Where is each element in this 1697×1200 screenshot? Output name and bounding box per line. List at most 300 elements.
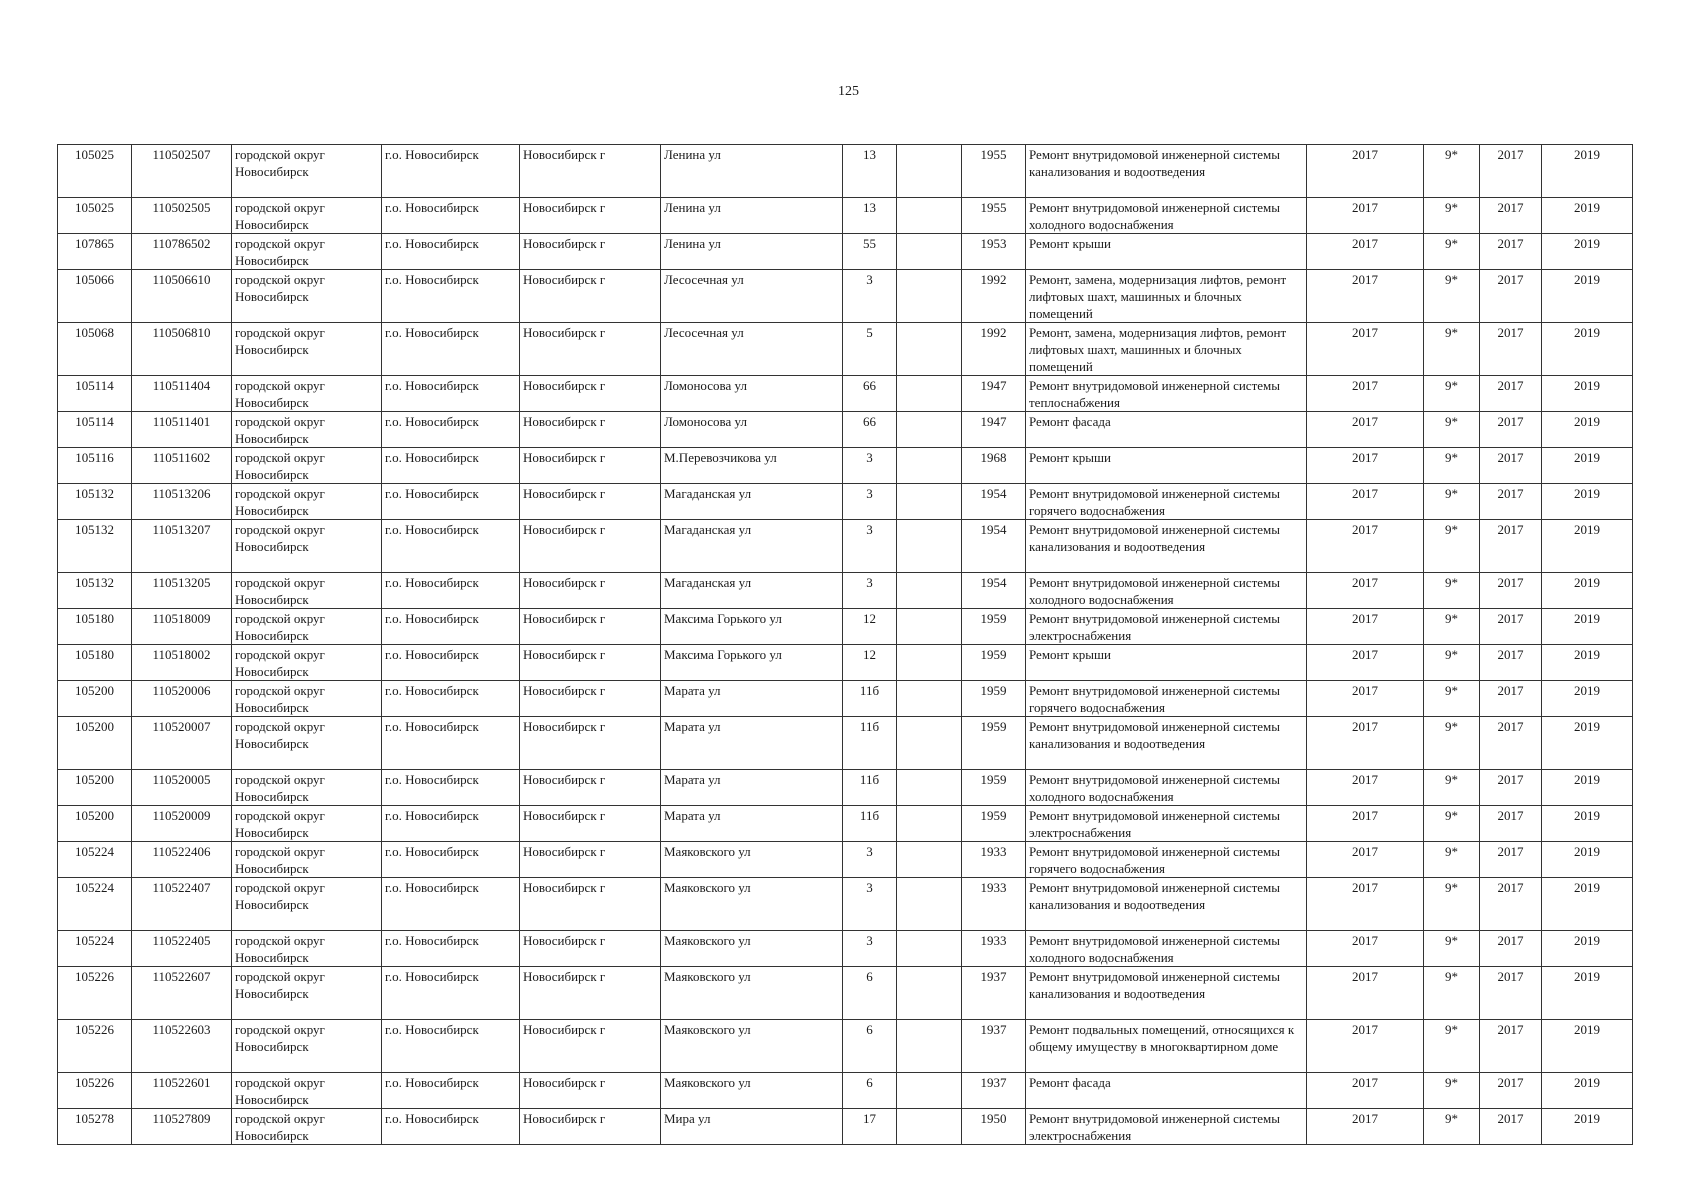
plan-start-cell: 2017: [1480, 270, 1542, 323]
cost-cell: 9*: [1424, 376, 1480, 412]
table-row: [58, 520, 1633, 573]
table-row: [58, 484, 1633, 520]
locality-cell: Новосибирск г: [520, 1020, 661, 1073]
house-number-cell: 6: [843, 1020, 897, 1073]
house-number-cell: 13: [843, 198, 897, 234]
build-year-cell: 1933: [962, 931, 1026, 967]
work-id-cell: 110518009: [132, 609, 232, 645]
building-cell: [897, 198, 962, 234]
locality-cell: Новосибирск г: [520, 770, 661, 806]
municipality-cell: городской округ Новосибирск: [232, 234, 382, 270]
table-row: [58, 681, 1633, 717]
house-number-cell: 3: [843, 842, 897, 878]
work-id-cell: 110520006: [132, 681, 232, 717]
building-cell: [897, 520, 962, 573]
district-cell: г.о. Новосибирск: [382, 931, 520, 967]
house-id-cell: 105068: [58, 323, 132, 376]
street-cell: Марата ул: [661, 806, 843, 842]
cost-cell: 9*: [1424, 1109, 1480, 1145]
table-row: [58, 717, 1633, 770]
table-row: [58, 323, 1633, 376]
work-id-cell: 110522407: [132, 878, 232, 931]
table-row: [58, 412, 1633, 448]
house-number-cell: 5: [843, 323, 897, 376]
house-id-cell: 105226: [58, 967, 132, 1020]
street-cell: Марата ул: [661, 717, 843, 770]
building-cell: [897, 878, 962, 931]
house-number-cell: 3: [843, 573, 897, 609]
house-number-cell: 3: [843, 270, 897, 323]
build-year-cell: 1937: [962, 967, 1026, 1020]
locality-cell: Новосибирск г: [520, 412, 661, 448]
cost-cell: 9*: [1424, 931, 1480, 967]
table-row: [58, 1073, 1633, 1109]
plan-end-cell: 2019: [1542, 842, 1633, 878]
survey-year-cell: 2017: [1307, 806, 1424, 842]
work-id-cell: 110522406: [132, 842, 232, 878]
municipality-cell: городской округ Новосибирск: [232, 609, 382, 645]
cost-cell: 9*: [1424, 842, 1480, 878]
building-cell: [897, 967, 962, 1020]
house-number-cell: 13: [843, 145, 897, 198]
table-row: [58, 609, 1633, 645]
building-cell: [897, 234, 962, 270]
work-type-cell: Ремонт крыши: [1026, 234, 1307, 270]
locality-cell: Новосибирск г: [520, 234, 661, 270]
table-row: [58, 145, 1633, 198]
district-cell: г.о. Новосибирск: [382, 609, 520, 645]
building-cell: [897, 484, 962, 520]
work-type-cell: Ремонт фасада: [1026, 412, 1307, 448]
plan-end-cell: 2019: [1542, 484, 1633, 520]
plan-start-cell: 2017: [1480, 806, 1542, 842]
cost-cell: 9*: [1424, 1073, 1480, 1109]
survey-year-cell: 2017: [1307, 609, 1424, 645]
house-id-cell: 105224: [58, 931, 132, 967]
district-cell: г.о. Новосибирск: [382, 376, 520, 412]
house-number-cell: 55: [843, 234, 897, 270]
work-id-cell: 110513207: [132, 520, 232, 573]
locality-cell: Новосибирск г: [520, 198, 661, 234]
street-cell: Маяковского ул: [661, 842, 843, 878]
plan-end-cell: 2019: [1542, 878, 1633, 931]
municipality-cell: городской округ Новосибирск: [232, 520, 382, 573]
survey-year-cell: 2017: [1307, 376, 1424, 412]
work-id-cell: 110786502: [132, 234, 232, 270]
municipality-cell: городской округ Новосибирск: [232, 484, 382, 520]
house-number-cell: 3: [843, 484, 897, 520]
house-id-cell: 105066: [58, 270, 132, 323]
table-row: [58, 806, 1633, 842]
survey-year-cell: 2017: [1307, 1109, 1424, 1145]
plan-start-cell: 2017: [1480, 520, 1542, 573]
house-number-cell: 6: [843, 1073, 897, 1109]
cost-cell: 9*: [1424, 806, 1480, 842]
build-year-cell: 1959: [962, 609, 1026, 645]
plan-start-cell: 2017: [1480, 412, 1542, 448]
house-number-cell: 3: [843, 878, 897, 931]
cost-cell: 9*: [1424, 484, 1480, 520]
district-cell: г.о. Новосибирск: [382, 1073, 520, 1109]
district-cell: г.о. Новосибирск: [382, 770, 520, 806]
build-year-cell: 1933: [962, 878, 1026, 931]
work-type-cell: Ремонт внутридомовой инженерной системы электроснабжения: [1026, 1109, 1307, 1145]
cost-cell: 9*: [1424, 645, 1480, 681]
plan-start-cell: 2017: [1480, 1073, 1542, 1109]
municipality-cell: городской округ Новосибирск: [232, 681, 382, 717]
work-type-cell: Ремонт внутридомовой инженерной системы холодного водоснабжения: [1026, 198, 1307, 234]
locality-cell: Новосибирск г: [520, 842, 661, 878]
building-cell: [897, 1073, 962, 1109]
plan-end-cell: 2019: [1542, 323, 1633, 376]
locality-cell: Новосибирск г: [520, 520, 661, 573]
house-id-cell: 105224: [58, 878, 132, 931]
plan-end-cell: 2019: [1542, 681, 1633, 717]
work-type-cell: Ремонт внутридомовой инженерной системы электроснабжения: [1026, 609, 1307, 645]
building-cell: [897, 1020, 962, 1073]
street-cell: Магаданская ул: [661, 520, 843, 573]
locality-cell: Новосибирск г: [520, 270, 661, 323]
table-row: [58, 270, 1633, 323]
district-cell: г.о. Новосибирск: [382, 842, 520, 878]
district-cell: г.о. Новосибирск: [382, 806, 520, 842]
municipality-cell: городской округ Новосибирск: [232, 145, 382, 198]
work-type-cell: Ремонт внутридомовой инженерной системы канализования и водоотведения: [1026, 967, 1307, 1020]
plan-end-cell: 2019: [1542, 520, 1633, 573]
house-id-cell: 105132: [58, 520, 132, 573]
cost-cell: 9*: [1424, 448, 1480, 484]
plan-end-cell: 2019: [1542, 1020, 1633, 1073]
build-year-cell: 1947: [962, 376, 1026, 412]
plan-end-cell: 2019: [1542, 645, 1633, 681]
work-type-cell: Ремонт крыши: [1026, 645, 1307, 681]
plan-end-cell: 2019: [1542, 770, 1633, 806]
district-cell: г.о. Новосибирск: [382, 1020, 520, 1073]
survey-year-cell: 2017: [1307, 520, 1424, 573]
locality-cell: Новосибирск г: [520, 1109, 661, 1145]
cost-cell: 9*: [1424, 609, 1480, 645]
building-cell: [897, 323, 962, 376]
work-id-cell: 110513205: [132, 573, 232, 609]
locality-cell: Новосибирск г: [520, 145, 661, 198]
page-number: 125: [838, 84, 859, 99]
street-cell: Маяковского ул: [661, 1020, 843, 1073]
work-type-cell: Ремонт внутридомовой инженерной системы горячего водоснабжения: [1026, 842, 1307, 878]
table-row: [58, 1109, 1633, 1145]
plan-start-cell: 2017: [1480, 931, 1542, 967]
cost-cell: 9*: [1424, 770, 1480, 806]
build-year-cell: 1954: [962, 573, 1026, 609]
locality-cell: Новосибирск г: [520, 1073, 661, 1109]
street-cell: Магаданская ул: [661, 484, 843, 520]
plan-end-cell: 2019: [1542, 376, 1633, 412]
build-year-cell: 1954: [962, 520, 1026, 573]
district-cell: г.о. Новосибирск: [382, 412, 520, 448]
street-cell: Лесосечная ул: [661, 323, 843, 376]
table-row: [58, 448, 1633, 484]
municipality-cell: городской округ Новосибирск: [232, 1109, 382, 1145]
house-id-cell: 105025: [58, 198, 132, 234]
cost-cell: 9*: [1424, 717, 1480, 770]
survey-year-cell: 2017: [1307, 717, 1424, 770]
plan-start-cell: 2017: [1480, 609, 1542, 645]
table-row: [58, 967, 1633, 1020]
street-cell: Маяковского ул: [661, 878, 843, 931]
plan-start-cell: 2017: [1480, 717, 1542, 770]
plan-start-cell: 2017: [1480, 681, 1542, 717]
survey-year-cell: 2017: [1307, 484, 1424, 520]
plan-start-cell: 2017: [1480, 198, 1542, 234]
district-cell: г.о. Новосибирск: [382, 234, 520, 270]
build-year-cell: 1954: [962, 484, 1026, 520]
work-id-cell: 110520009: [132, 806, 232, 842]
house-number-cell: 66: [843, 412, 897, 448]
house-number-cell: 6: [843, 967, 897, 1020]
table-row: [58, 1020, 1633, 1073]
street-cell: Маяковского ул: [661, 967, 843, 1020]
survey-year-cell: 2017: [1307, 770, 1424, 806]
building-cell: [897, 717, 962, 770]
plan-end-cell: 2019: [1542, 717, 1633, 770]
plan-start-cell: 2017: [1480, 484, 1542, 520]
work-id-cell: 110511401: [132, 412, 232, 448]
table-row: [58, 842, 1633, 878]
plan-start-cell: 2017: [1480, 1020, 1542, 1073]
house-number-cell: 17: [843, 1109, 897, 1145]
work-id-cell: 110520005: [132, 770, 232, 806]
work-id-cell: 110527809: [132, 1109, 232, 1145]
house-id-cell: 105200: [58, 806, 132, 842]
plan-end-cell: 2019: [1542, 270, 1633, 323]
house-number-cell: 11б: [843, 681, 897, 717]
build-year-cell: 1959: [962, 717, 1026, 770]
work-id-cell: 110522601: [132, 1073, 232, 1109]
survey-year-cell: 2017: [1307, 931, 1424, 967]
survey-year-cell: 2017: [1307, 234, 1424, 270]
municipality-cell: городской округ Новосибирск: [232, 573, 382, 609]
house-number-cell: 11б: [843, 806, 897, 842]
cost-cell: 9*: [1424, 323, 1480, 376]
plan-start-cell: 2017: [1480, 770, 1542, 806]
survey-year-cell: 2017: [1307, 681, 1424, 717]
cost-cell: 9*: [1424, 520, 1480, 573]
house-number-cell: 66: [843, 376, 897, 412]
municipality-cell: городской округ Новосибирск: [232, 806, 382, 842]
house-id-cell: 105224: [58, 842, 132, 878]
build-year-cell: 1959: [962, 645, 1026, 681]
plan-end-cell: 2019: [1542, 806, 1633, 842]
plan-start-cell: 2017: [1480, 1109, 1542, 1145]
survey-year-cell: 2017: [1307, 842, 1424, 878]
district-cell: г.о. Новосибирск: [382, 448, 520, 484]
work-type-cell: Ремонт внутридомовой инженерной системы канализования и водоотведения: [1026, 145, 1307, 198]
work-id-cell: 110506810: [132, 323, 232, 376]
district-cell: г.о. Новосибирск: [382, 645, 520, 681]
plan-start-cell: 2017: [1480, 323, 1542, 376]
municipality-cell: городской округ Новосибирск: [232, 270, 382, 323]
street-cell: Ленина ул: [661, 234, 843, 270]
building-cell: [897, 645, 962, 681]
build-year-cell: 1955: [962, 198, 1026, 234]
survey-year-cell: 2017: [1307, 967, 1424, 1020]
street-cell: Ленина ул: [661, 198, 843, 234]
work-type-cell: Ремонт внутридомовой инженерной системы холодного водоснабжения: [1026, 770, 1307, 806]
locality-cell: Новосибирск г: [520, 376, 661, 412]
work-id-cell: 110502507: [132, 145, 232, 198]
house-id-cell: 105180: [58, 645, 132, 681]
plan-end-cell: 2019: [1542, 234, 1633, 270]
street-cell: Максима Горького ул: [661, 609, 843, 645]
street-cell: М.Перевозчикова ул: [661, 448, 843, 484]
house-number-cell: 3: [843, 448, 897, 484]
district-cell: г.о. Новосибирск: [382, 484, 520, 520]
locality-cell: Новосибирск г: [520, 573, 661, 609]
work-type-cell: Ремонт внутридомовой инженерной системы электроснабжения: [1026, 806, 1307, 842]
house-id-cell: 105278: [58, 1109, 132, 1145]
street-cell: Маяковского ул: [661, 1073, 843, 1109]
table-row: [58, 573, 1633, 609]
build-year-cell: 1959: [962, 681, 1026, 717]
house-id-cell: 107865: [58, 234, 132, 270]
municipality-cell: городской округ Новосибирск: [232, 878, 382, 931]
municipality-cell: городской округ Новосибирск: [232, 967, 382, 1020]
building-cell: [897, 609, 962, 645]
table-row: [58, 770, 1633, 806]
house-number-cell: 11б: [843, 770, 897, 806]
plan-end-cell: 2019: [1542, 145, 1633, 198]
survey-year-cell: 2017: [1307, 645, 1424, 681]
building-cell: [897, 376, 962, 412]
work-type-cell: Ремонт внутридомовой инженерной системы горячего водоснабжения: [1026, 484, 1307, 520]
locality-cell: Новосибирск г: [520, 931, 661, 967]
plan-start-cell: 2017: [1480, 573, 1542, 609]
locality-cell: Новосибирск г: [520, 645, 661, 681]
table-row: [58, 198, 1633, 234]
work-id-cell: 110520007: [132, 717, 232, 770]
build-year-cell: 1937: [962, 1020, 1026, 1073]
street-cell: Мира ул: [661, 1109, 843, 1145]
work-type-cell: Ремонт внутридомовой инженерной системы холодного водоснабжения: [1026, 931, 1307, 967]
cost-cell: 9*: [1424, 967, 1480, 1020]
plan-start-cell: 2017: [1480, 145, 1542, 198]
house-id-cell: 105116: [58, 448, 132, 484]
cost-cell: 9*: [1424, 681, 1480, 717]
municipality-cell: городской округ Новосибирск: [232, 323, 382, 376]
build-year-cell: 1953: [962, 234, 1026, 270]
work-type-cell: Ремонт подвальных помещений, относящихся к общему имуществу в многоквартирном доме: [1026, 1020, 1307, 1073]
house-id-cell: 105226: [58, 1073, 132, 1109]
survey-year-cell: 2017: [1307, 573, 1424, 609]
house-number-cell: 11б: [843, 717, 897, 770]
work-id-cell: 110506610: [132, 270, 232, 323]
building-cell: [897, 573, 962, 609]
cost-cell: 9*: [1424, 145, 1480, 198]
house-id-cell: 105200: [58, 770, 132, 806]
district-cell: г.о. Новосибирск: [382, 1109, 520, 1145]
plan-end-cell: 2019: [1542, 1073, 1633, 1109]
work-id-cell: 110511602: [132, 448, 232, 484]
plan-end-cell: 2019: [1542, 198, 1633, 234]
work-id-cell: 110518002: [132, 645, 232, 681]
building-cell: [897, 842, 962, 878]
table-row: [58, 376, 1633, 412]
street-cell: Ломоносова ул: [661, 412, 843, 448]
house-id-cell: 105226: [58, 1020, 132, 1073]
house-id-cell: 105200: [58, 717, 132, 770]
municipality-cell: городской округ Новосибирск: [232, 770, 382, 806]
work-id-cell: 110522603: [132, 1020, 232, 1073]
plan-start-cell: 2017: [1480, 878, 1542, 931]
building-cell: [897, 931, 962, 967]
table-row: [58, 645, 1633, 681]
survey-year-cell: 2017: [1307, 1073, 1424, 1109]
building-cell: [897, 412, 962, 448]
cost-cell: 9*: [1424, 412, 1480, 448]
street-cell: Марата ул: [661, 681, 843, 717]
build-year-cell: 1947: [962, 412, 1026, 448]
work-id-cell: 110511404: [132, 376, 232, 412]
table-row: [58, 878, 1633, 931]
build-year-cell: 1959: [962, 806, 1026, 842]
plan-end-cell: 2019: [1542, 412, 1633, 448]
work-type-cell: Ремонт внутридомовой инженерной системы канализования и водоотведения: [1026, 717, 1307, 770]
work-id-cell: 110502505: [132, 198, 232, 234]
district-cell: г.о. Новосибирск: [382, 878, 520, 931]
work-type-cell: Ремонт внутридомовой инженерной системы канализования и водоотведения: [1026, 520, 1307, 573]
house-id-cell: 105200: [58, 681, 132, 717]
locality-cell: Новосибирск г: [520, 967, 661, 1020]
locality-cell: Новосибирск г: [520, 609, 661, 645]
work-id-cell: 110513206: [132, 484, 232, 520]
work-type-cell: Ремонт, замена, модернизация лифтов, ремонт лифтовых шахт, машинных и блочных помещений: [1026, 270, 1307, 323]
work-type-cell: Ремонт внутридомовой инженерной системы канализования и водоотведения: [1026, 878, 1307, 931]
municipality-cell: городской округ Новосибирск: [232, 931, 382, 967]
cost-cell: 9*: [1424, 234, 1480, 270]
district-cell: г.о. Новосибирск: [382, 270, 520, 323]
locality-cell: Новосибирск г: [520, 717, 661, 770]
work-id-cell: 110522607: [132, 967, 232, 1020]
plan-end-cell: 2019: [1542, 967, 1633, 1020]
plan-end-cell: 2019: [1542, 609, 1633, 645]
street-cell: Лесосечная ул: [661, 270, 843, 323]
house-id-cell: 105025: [58, 145, 132, 198]
table-row: [58, 234, 1633, 270]
work-type-cell: Ремонт фасада: [1026, 1073, 1307, 1109]
street-cell: Максима Горького ул: [661, 645, 843, 681]
plan-start-cell: 2017: [1480, 376, 1542, 412]
building-cell: [897, 806, 962, 842]
municipality-cell: городской округ Новосибирск: [232, 717, 382, 770]
plan-start-cell: 2017: [1480, 448, 1542, 484]
survey-year-cell: 2017: [1307, 878, 1424, 931]
cost-cell: 9*: [1424, 1020, 1480, 1073]
house-number-cell: 12: [843, 609, 897, 645]
plan-start-cell: 2017: [1480, 967, 1542, 1020]
plan-end-cell: 2019: [1542, 931, 1633, 967]
build-year-cell: 1950: [962, 1109, 1026, 1145]
district-cell: г.о. Новосибирск: [382, 323, 520, 376]
survey-year-cell: 2017: [1307, 145, 1424, 198]
district-cell: г.о. Новосибирск: [382, 198, 520, 234]
survey-year-cell: 2017: [1307, 323, 1424, 376]
house-id-cell: 105114: [58, 376, 132, 412]
work-type-cell: Ремонт внутридомовой инженерной системы горячего водоснабжения: [1026, 681, 1307, 717]
municipality-cell: городской округ Новосибирск: [232, 1073, 382, 1109]
building-cell: [897, 448, 962, 484]
plan-end-cell: 2019: [1542, 573, 1633, 609]
plan-start-cell: 2017: [1480, 645, 1542, 681]
district-cell: г.о. Новосибирск: [382, 573, 520, 609]
